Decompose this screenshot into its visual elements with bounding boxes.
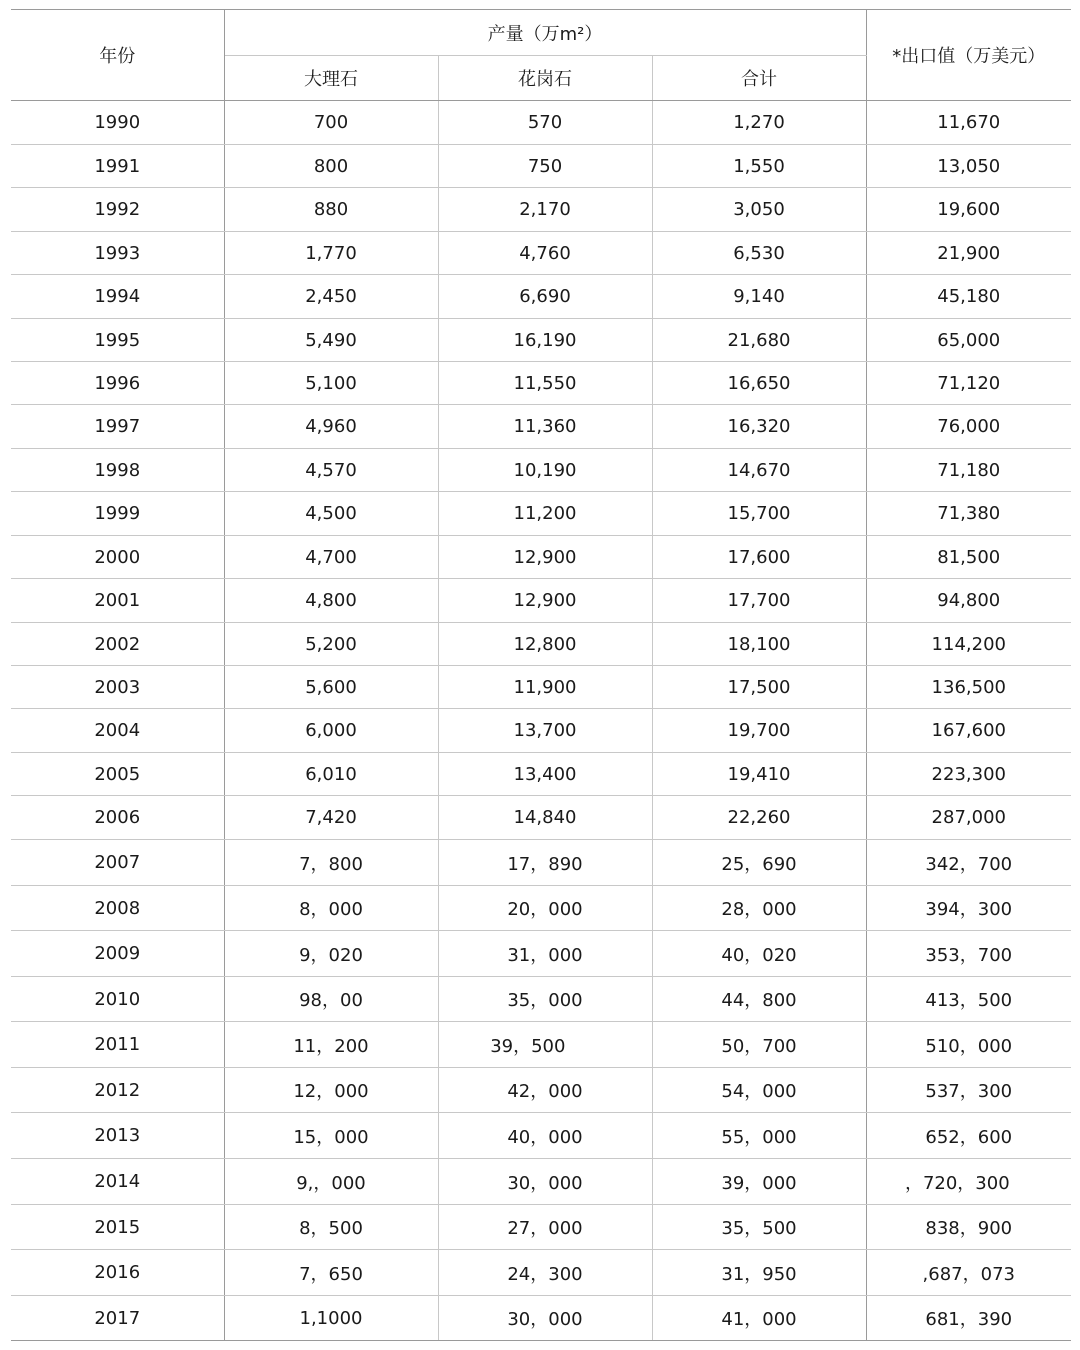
cell-marble: 5,490 — [224, 319, 438, 362]
cell-granite: 4,760 — [438, 232, 652, 275]
table-row — [11, 101, 1071, 145]
cell-export: 19,600 — [866, 188, 1071, 232]
table-row — [11, 931, 1071, 977]
cell-year: 2006 — [11, 796, 224, 840]
cell-granite: 30，000 — [438, 1296, 652, 1341]
cell-marble: 2,450 — [224, 275, 438, 319]
table-row — [11, 579, 1071, 623]
cell-export: 223,300 — [866, 753, 1071, 796]
table-row — [11, 232, 1071, 275]
cell-year: 1996 — [11, 362, 224, 405]
cell-year: 2013 — [11, 1113, 224, 1159]
cell-total: 39，000 — [652, 1159, 866, 1205]
cell-export: 21,900 — [866, 232, 1071, 275]
cell-total: 31，950 — [652, 1250, 866, 1296]
stone-statistics-table — [11, 9, 1071, 1341]
table-row — [11, 362, 1071, 405]
cell-total: 1,550 — [652, 145, 866, 188]
cell-marble: 4,960 — [224, 405, 438, 449]
header-granite: 花岗石 — [438, 56, 652, 101]
cell-total: 15,700 — [652, 492, 866, 536]
table-row — [11, 449, 1071, 492]
cell-export: 353，700 — [866, 931, 1071, 977]
cell-granite: 12,900 — [438, 579, 652, 623]
cell-year: 2001 — [11, 579, 224, 623]
cell-year: 2003 — [11, 666, 224, 709]
cell-export: 94,800 — [866, 579, 1071, 623]
table-row — [11, 188, 1071, 232]
table-row — [11, 1159, 1071, 1205]
cell-granite: 12,800 — [438, 623, 652, 666]
header-row-top — [11, 10, 1071, 56]
cell-granite: 11,200 — [438, 492, 652, 536]
cell-year: 1995 — [11, 319, 224, 362]
cell-export: 114,200 — [866, 623, 1071, 666]
cell-export: 11,670 — [866, 101, 1071, 145]
table-row — [11, 840, 1071, 886]
cell-granite: 12,900 — [438, 536, 652, 579]
cell-year: 1990 — [11, 101, 224, 145]
cell-marble: 700 — [224, 101, 438, 145]
table-row — [11, 1250, 1071, 1296]
header-year: 年份 — [11, 10, 224, 101]
cell-granite: 11,900 — [438, 666, 652, 709]
cell-year: 2015 — [11, 1205, 224, 1250]
cell-granite: 35，000 — [438, 977, 652, 1022]
cell-total: 18,100 — [652, 623, 866, 666]
cell-granite: 31，000 — [438, 931, 652, 977]
cell-marble: 9,，000 — [224, 1159, 438, 1205]
cell-total: 17,500 — [652, 666, 866, 709]
cell-granite: 42，000 — [438, 1068, 652, 1113]
cell-year: 1999 — [11, 492, 224, 536]
cell-total: 1,270 — [652, 101, 866, 145]
cell-granite: 750 — [438, 145, 652, 188]
cell-granite: 30，000 — [438, 1159, 652, 1205]
cell-year: 2017 — [11, 1296, 224, 1341]
cell-year: 1998 — [11, 449, 224, 492]
cell-export: ,687，073 — [866, 1250, 1071, 1296]
table-row — [11, 666, 1071, 709]
cell-export: 71,380 — [866, 492, 1071, 536]
header-total: 合计 — [652, 56, 866, 101]
cell-total: 50，700 — [652, 1022, 866, 1068]
cell-year: 2011 — [11, 1022, 224, 1068]
table-row — [11, 1113, 1071, 1159]
cell-marble: 12，000 — [224, 1068, 438, 1113]
cell-granite: 6,690 — [438, 275, 652, 319]
cell-year: 1994 — [11, 275, 224, 319]
cell-total: 16,320 — [652, 405, 866, 449]
cell-marble: 15，000 — [224, 1113, 438, 1159]
cell-total: 28，000 — [652, 886, 866, 931]
cell-total: 40，020 — [652, 931, 866, 977]
cell-granite: 13,700 — [438, 709, 652, 753]
cell-granite: 40，000 — [438, 1113, 652, 1159]
cell-marble: 1,770 — [224, 232, 438, 275]
cell-marble: 4,800 — [224, 579, 438, 623]
cell-total: 3,050 — [652, 188, 866, 232]
cell-marble: 1,1000 — [224, 1296, 438, 1341]
cell-marble: 880 — [224, 188, 438, 232]
cell-export: 394，300 — [866, 886, 1071, 931]
cell-year: 2007 — [11, 840, 224, 886]
cell-total: 35，500 — [652, 1205, 866, 1250]
cell-granite: 11,550 — [438, 362, 652, 405]
cell-marble: 6,000 — [224, 709, 438, 753]
cell-total: 14,670 — [652, 449, 866, 492]
cell-total: 44，800 — [652, 977, 866, 1022]
cell-export: 537，300 — [866, 1068, 1071, 1113]
cell-export: 838，900 — [866, 1205, 1071, 1250]
cell-marble: 4,570 — [224, 449, 438, 492]
cell-marble: 7,420 — [224, 796, 438, 840]
cell-marble: 11，200 — [224, 1022, 438, 1068]
cell-export: 510，000 — [866, 1022, 1071, 1068]
header-production: 产量（万m²） — [224, 10, 866, 56]
cell-export: 71,180 — [866, 449, 1071, 492]
cell-export: 167,600 — [866, 709, 1071, 753]
cell-year: 2004 — [11, 709, 224, 753]
table-row — [11, 1022, 1071, 1068]
cell-granite: 17，890 — [438, 840, 652, 886]
cell-total: 19,410 — [652, 753, 866, 796]
cell-year: 2002 — [11, 623, 224, 666]
cell-year: 2014 — [11, 1159, 224, 1205]
cell-granite: 13,400 — [438, 753, 652, 796]
cell-marble: 7，800 — [224, 840, 438, 886]
cell-export: 342，700 — [866, 840, 1071, 886]
table-row — [11, 1068, 1071, 1113]
cell-marble: 8，000 — [224, 886, 438, 931]
cell-total: 21,680 — [652, 319, 866, 362]
table-row — [11, 145, 1071, 188]
cell-granite: 10,190 — [438, 449, 652, 492]
header-export-value: *出口值（万美元） — [866, 10, 1071, 101]
table-row — [11, 492, 1071, 536]
cell-year: 2016 — [11, 1250, 224, 1296]
header-marble: 大理石 — [224, 56, 438, 101]
table-row — [11, 753, 1071, 796]
table-row — [11, 1296, 1071, 1341]
cell-granite: 27，000 — [438, 1205, 652, 1250]
cell-granite: 14,840 — [438, 796, 652, 840]
cell-year: 1991 — [11, 145, 224, 188]
cell-marble: 6,010 — [224, 753, 438, 796]
cell-total: 17,600 — [652, 536, 866, 579]
cell-year: 2008 — [11, 886, 224, 931]
cell-year: 2012 — [11, 1068, 224, 1113]
cell-granite: 20，000 — [438, 886, 652, 931]
cell-granite: 11,360 — [438, 405, 652, 449]
cell-total: 54，000 — [652, 1068, 866, 1113]
cell-marble: 8，500 — [224, 1205, 438, 1250]
cell-export: ，720，300 — [866, 1159, 1071, 1205]
cell-year: 2005 — [11, 753, 224, 796]
cell-year: 1992 — [11, 188, 224, 232]
cell-total: 55，000 — [652, 1113, 866, 1159]
cell-marble: 4,700 — [224, 536, 438, 579]
cell-export: 652，600 — [866, 1113, 1071, 1159]
cell-marble: 98，00 — [224, 977, 438, 1022]
cell-year: 2000 — [11, 536, 224, 579]
cell-export: 136,500 — [866, 666, 1071, 709]
cell-granite: 24，300 — [438, 1250, 652, 1296]
cell-year: 1997 — [11, 405, 224, 449]
cell-marble: 5,600 — [224, 666, 438, 709]
cell-marble: 9，020 — [224, 931, 438, 977]
cell-marble: 800 — [224, 145, 438, 188]
cell-granite: 39，500 — [438, 1022, 652, 1068]
cell-total: 25，690 — [652, 840, 866, 886]
table-row — [11, 319, 1071, 362]
table-row — [11, 709, 1071, 753]
cell-export: 81,500 — [866, 536, 1071, 579]
cell-marble: 4,500 — [224, 492, 438, 536]
table-row — [11, 536, 1071, 579]
cell-year: 2009 — [11, 931, 224, 977]
cell-total: 22,260 — [652, 796, 866, 840]
cell-marble: 5,100 — [224, 362, 438, 405]
table-row — [11, 977, 1071, 1022]
table-row — [11, 405, 1071, 449]
table-row — [11, 1205, 1071, 1250]
cell-export: 287,000 — [866, 796, 1071, 840]
table-row — [11, 886, 1071, 931]
table-row — [11, 623, 1071, 666]
cell-export: 413，500 — [866, 977, 1071, 1022]
cell-total: 41，000 — [652, 1296, 866, 1341]
cell-export: 45,180 — [866, 275, 1071, 319]
table-row — [11, 275, 1071, 319]
table-row — [11, 796, 1071, 840]
cell-export: 65,000 — [866, 319, 1071, 362]
cell-total: 9,140 — [652, 275, 866, 319]
cell-year: 1993 — [11, 232, 224, 275]
cell-year: 2010 — [11, 977, 224, 1022]
table-body — [11, 101, 1071, 1341]
cell-total: 19,700 — [652, 709, 866, 753]
cell-granite: 2,170 — [438, 188, 652, 232]
cell-granite: 570 — [438, 101, 652, 145]
table-header — [11, 10, 1071, 101]
cell-export: 76,000 — [866, 405, 1071, 449]
cell-total: 6,530 — [652, 232, 866, 275]
cell-export: 71,120 — [866, 362, 1071, 405]
cell-marble: 7，650 — [224, 1250, 438, 1296]
cell-total: 17,700 — [652, 579, 866, 623]
cell-export: 681，390 — [866, 1296, 1071, 1341]
cell-granite: 16,190 — [438, 319, 652, 362]
cell-total: 16,650 — [652, 362, 866, 405]
cell-marble: 5,200 — [224, 623, 438, 666]
cell-export: 13,050 — [866, 145, 1071, 188]
